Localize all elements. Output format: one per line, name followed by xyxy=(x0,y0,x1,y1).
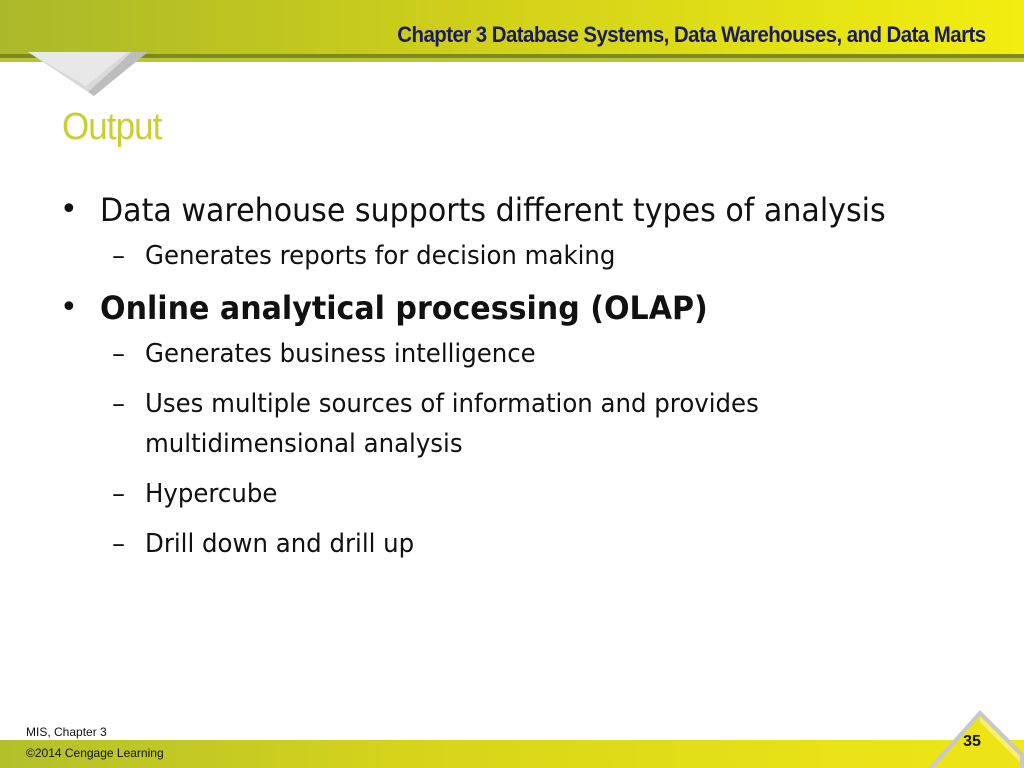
sub-bullet-dash: – xyxy=(112,529,125,559)
sub-bullet-text: Generates reports for decision making xyxy=(145,241,616,271)
footer-course-label: MIS, Chapter 3 xyxy=(26,725,107,739)
sub-bullet-item xyxy=(60,384,960,464)
sub-bullet-item xyxy=(60,474,960,514)
sub-bullet-dash: – xyxy=(112,241,125,271)
bullet-text: Data warehouse supports different types of analysis xyxy=(100,191,886,229)
footer-copyright: ©2014 Cengage Learning xyxy=(26,746,164,760)
slide-title: Output xyxy=(62,106,162,148)
bullet-text: Online analytical processing (OLAP) xyxy=(100,289,708,327)
sub-bullet-item xyxy=(60,334,960,374)
sub-bullet-dash: – xyxy=(112,389,125,419)
sub-bullet-item xyxy=(60,236,960,276)
bullet-dot: • xyxy=(60,192,78,227)
sub-bullet-dash: – xyxy=(112,339,125,369)
header-chevron xyxy=(28,52,148,96)
bullet-item xyxy=(60,286,960,330)
sub-bullet-text: Uses multiple sources of information and provides multidimensional analysis xyxy=(145,389,759,459)
page-number: 35 xyxy=(963,733,981,750)
chapter-title: Chapter 3 Database Systems, Data Warehouses, and Data Marts xyxy=(397,22,986,47)
slide-body xyxy=(60,188,960,574)
bullet-item xyxy=(60,188,960,232)
sub-bullet-text: Drill down and drill up xyxy=(145,529,415,559)
sub-bullet-text: Generates business intelligence xyxy=(145,339,536,369)
sub-bullet-item xyxy=(60,524,960,564)
sub-bullet-text: Hypercube xyxy=(145,479,278,509)
bullet-dot: • xyxy=(60,290,78,325)
sub-bullet-dash: – xyxy=(112,479,125,509)
